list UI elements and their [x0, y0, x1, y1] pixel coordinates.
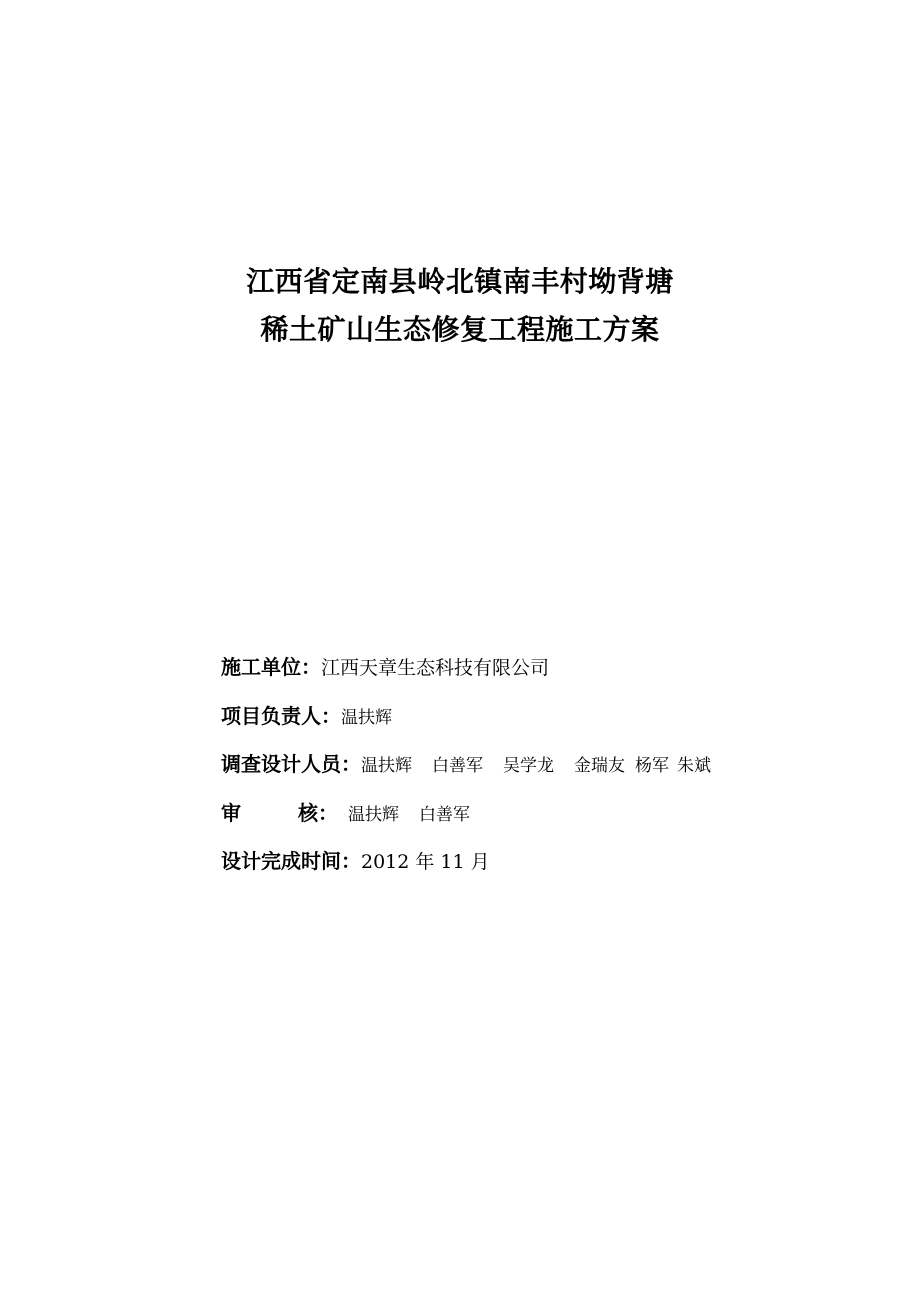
construction-unit-value: 江西天章生态科技有限公司 — [321, 657, 550, 679]
title-line-1: 江西省定南县岭北镇南丰村坳背塘 — [246, 265, 674, 298]
completion-row — [221, 846, 861, 876]
reviewer-row — [221, 798, 861, 828]
project-info — [221, 652, 861, 895]
document-title — [0, 262, 920, 350]
survey-design-label: 调查设计人员： — [221, 752, 361, 776]
reviewer-label — [221, 798, 338, 828]
reviewer-label-char2: 核： — [298, 800, 338, 825]
completion-label: 设计完成时间： — [221, 849, 361, 873]
reviewer-member: 白善军 — [419, 804, 470, 825]
survey-design-row — [221, 749, 861, 779]
project-leader-label: 项目负责人： — [221, 703, 341, 728]
completion-value: 2012 年 11 月 — [361, 851, 490, 873]
project-leader-value: 温扶辉 — [341, 707, 392, 728]
title-line-2: 稀土矿山生态修复工程施工方案 — [260, 313, 660, 346]
survey-design-member: 朱斌 — [677, 756, 711, 776]
survey-design-member: 金瑞友 — [574, 756, 625, 776]
survey-design-member: 白善军 — [432, 756, 483, 776]
project-leader-row — [221, 701, 861, 731]
survey-design-member: 吴学龙 — [503, 756, 554, 776]
survey-design-member: 温扶辉 — [361, 756, 412, 776]
construction-unit-label: 施工单位： — [221, 655, 321, 679]
construction-unit-row — [221, 652, 861, 682]
reviewer-label-char1: 审 — [221, 800, 241, 825]
reviewer-member: 温扶辉 — [348, 804, 399, 825]
survey-design-member: 杨军 — [635, 756, 669, 776]
